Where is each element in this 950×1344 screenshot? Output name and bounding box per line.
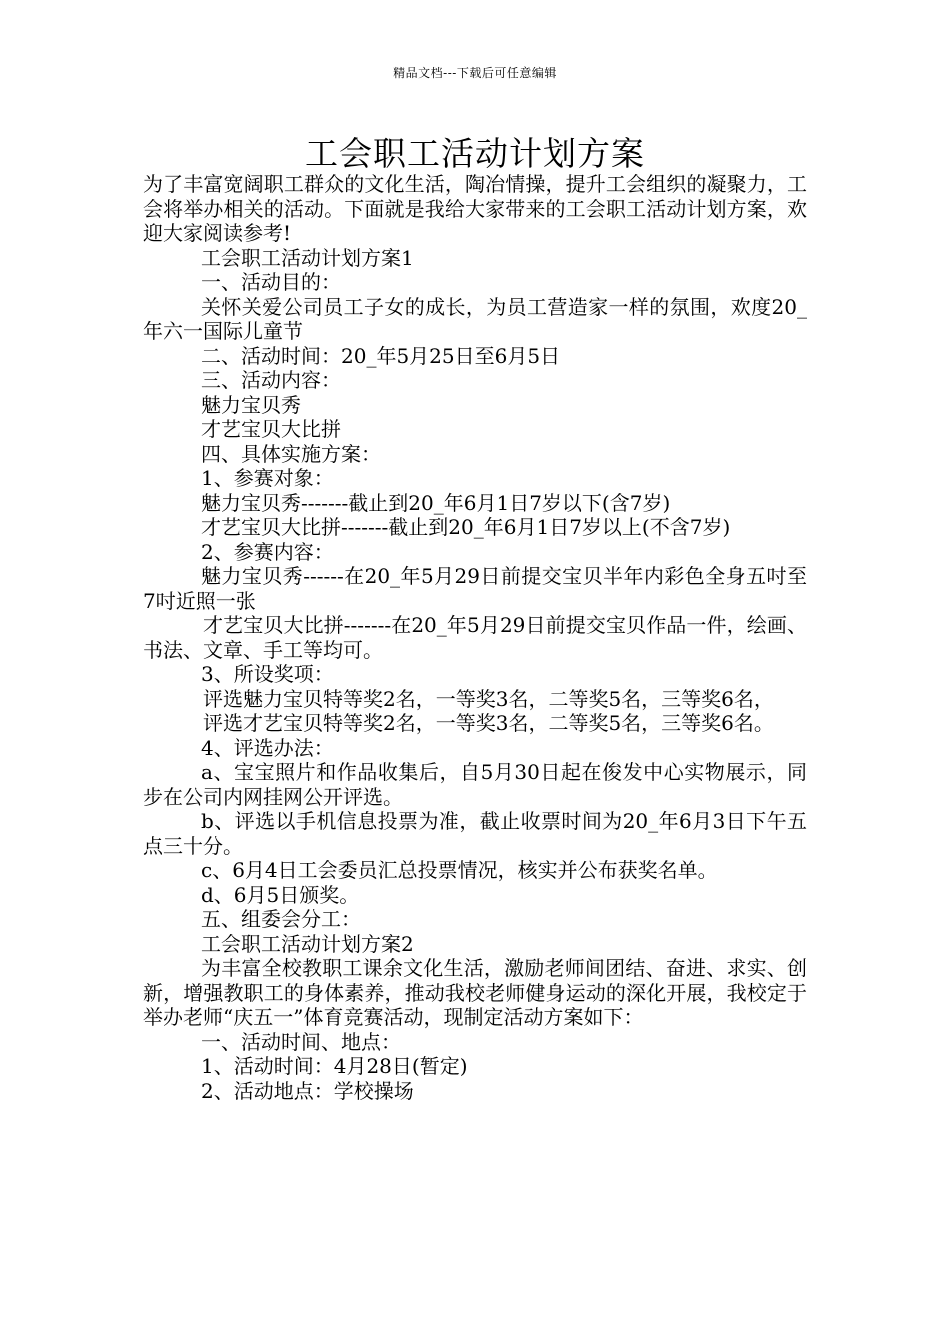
list-item: c、6月4日工会委员汇总投票情况，核实并公布获奖名单。 xyxy=(201,858,718,882)
list-item: 1、活动时间：4月28日(暂定) xyxy=(201,1054,468,1078)
section-heading: 四、具体实施方案： xyxy=(201,441,381,466)
section-heading: 五、组委会分工： xyxy=(201,907,361,931)
subsection-heading: 3、所设奖项： xyxy=(201,662,334,686)
document-body xyxy=(143,172,807,1103)
list-item: 才艺宝贝大比拼 xyxy=(201,417,341,441)
list-item: 才艺宝贝大比拼-------截止到20_年6月1日7岁以上(不含7岁) xyxy=(201,515,731,539)
paragraph: 为丰富全校教职工课余文化生活，激励老师间团结、奋进、求实、创新，增强教职工的身体素养，推动我校老师健身运动的深化开展，我校定于举办老师“庆五一”体育竞赛活动，现制定活动方案如下： xyxy=(143,956,807,1029)
list-item: 评选魅力宝贝特等奖2名，一等奖3名，二等奖5名，三等奖6名， xyxy=(203,686,774,711)
list-item: 评选才艺宝贝特等奖2名，一等奖3名，二等奖5名，三等奖6名。 xyxy=(203,711,774,735)
section-heading: 工会职工活动计划方案1 xyxy=(201,245,414,270)
page-header-watermark: 精品文档---下载后可任意编辑 xyxy=(393,66,557,80)
list-item: b、评选以手机信息投票为准，截止收票时间为20_年6月3日下午五点三十分。 xyxy=(143,809,807,858)
list-item: a、宝宝照片和作品收集后，自5月30日起在俊发中心实物展示，同步在公司内网挂网公开评选。 xyxy=(143,760,807,809)
list-item: 魅力宝贝秀------在20_年5月29日前提交宝贝半年内彩色全身五吋至7吋近照一张 xyxy=(143,564,807,613)
subsection-heading: 1、参赛对象： xyxy=(201,466,334,490)
section-heading: 工会职工活动计划方案2 xyxy=(201,931,414,956)
section-heading: 三、活动内容： xyxy=(201,368,341,392)
paragraph: 关怀关爱公司员工子女的成长，为员工营造家一样的氛围，欢度20_年六一国际儿童节 xyxy=(143,294,807,343)
list-item: 魅力宝贝秀 xyxy=(201,392,301,417)
list-item: d、6月5日颁奖。 xyxy=(201,882,360,907)
list-item: 才艺宝贝大比拼-------在20_年5月29日前提交宝贝作品一件，绘画、书法、文章、手工等均可。 xyxy=(143,613,807,662)
paragraph: 为了丰富宽阔职工群众的文化生活，陶冶情操，提升工会组织的凝聚力，工会将举办相关的活动。下面就是我给大家带来的工会职工活动计划方案，欢迎大家阅读参考! xyxy=(143,172,807,245)
section-heading: 一、活动时间、地点： xyxy=(201,1029,401,1054)
section-heading: 一、活动目的： xyxy=(201,270,341,294)
subsection-heading: 4、评选办法： xyxy=(201,735,334,760)
document-title: 工会职工活动计划方案 xyxy=(305,134,645,173)
list-item: 魅力宝贝秀-------截止到20_年6月1日7岁以下(含7岁) xyxy=(201,490,671,515)
subsection-heading: 2、参赛内容： xyxy=(201,539,334,564)
list-item: 2、活动地点：学校操场 xyxy=(201,1078,414,1103)
section-heading: 二、活动时间：20_年5月25日至6月5日 xyxy=(201,343,561,368)
